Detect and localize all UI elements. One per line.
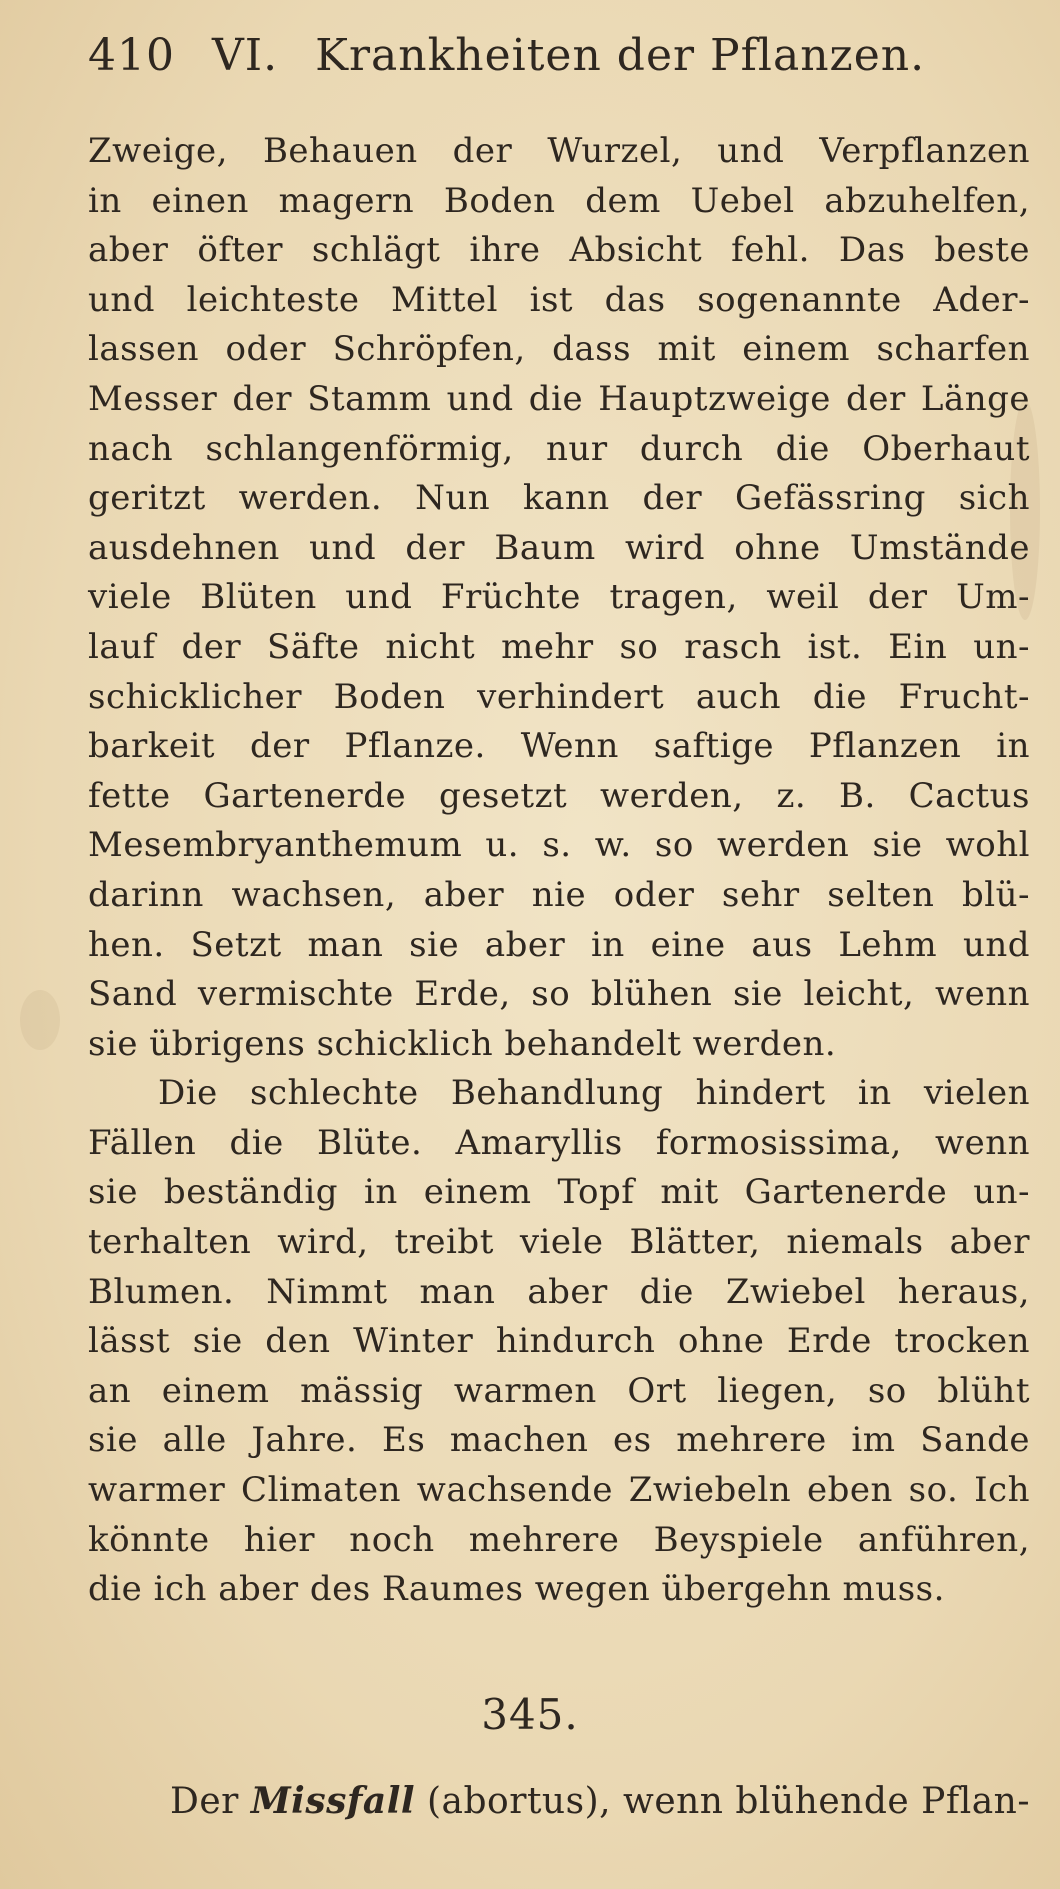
section-number: 345. <box>481 1690 579 1739</box>
paragraph-start-line: Die schlechte Behandlung hindert in vielen <box>158 1073 1030 1114</box>
text-line: aber öfter schlägt ihre Absicht fehl. Das beste <box>88 230 1030 271</box>
text-line: nach schlangenförmig, nur durch die Oberhaut <box>88 428 1030 469</box>
text-line: geritzt werden. Nun kann der Gefässring sich <box>88 478 1030 519</box>
body-text <box>88 127 1030 1615</box>
text-line: in einen magern Boden dem Uebel abzuhelfen, <box>88 180 1030 221</box>
text-line: sie übrigens schicklich behandelt werden. <box>88 1023 837 1064</box>
text-line: lassen oder Schröpfen, dass mit einem scharfen <box>88 329 1030 370</box>
text-line: Zweige, Behauen der Wurzel, und Verpflanzen <box>88 131 1030 171</box>
text-line: barkeit der Pflanze. Wenn saftige Pflanzen in <box>88 726 1030 767</box>
text-line: könnte hier noch mehrere Beyspiele anführen, <box>88 1519 1030 1560</box>
section-first-line <box>170 1780 1030 1822</box>
text-line: sie beständig in einem Topf mit Gartenerde un- <box>88 1172 1030 1213</box>
text-line: schicklicher Boden verhindert auch die Frucht- <box>88 676 1030 717</box>
text-line: Messer der Stamm und die Hauptzweige der Länge <box>88 378 1030 419</box>
text-line: hen. Setzt man sie aber in eine aus Lehm und <box>88 924 1030 965</box>
text-line: Fällen die Blüte. Amaryllis formosissima, wenn <box>88 1122 1030 1163</box>
text-line: die ich aber des Raumes wegen übergehn muss. <box>88 1569 945 1610</box>
chapter-number: VI. <box>211 30 279 81</box>
text-line: darinn wachsen, aber nie oder sehr selten blü- <box>88 874 1030 915</box>
text-line: warmer Climaten wachsende Zwiebeln eben so. Ich <box>88 1470 1030 1511</box>
text-line: Mesembryanthemum u. s. w. so werden sie wohl <box>88 825 1030 866</box>
line-prefix: Der <box>170 1781 251 1822</box>
chapter-title: Krankheiten der Pflanzen. <box>315 30 926 81</box>
emphasized-term: Missfall <box>250 1780 416 1822</box>
text-line: Sand vermischte Erde, so blühen sie leicht, wenn <box>88 974 1030 1015</box>
running-header <box>88 30 988 110</box>
line-suffix: (abortus), wenn blühende Pflan- <box>415 1781 1031 1822</box>
text-line: terhalten wird, treibt viele Blätter, niemals aber <box>88 1222 1030 1263</box>
page-number: 410 <box>88 30 175 81</box>
text-line: und leichteste Mittel ist das sogenannte Ader- <box>88 279 1030 320</box>
text-line: Blumen. Nimmt man aber die Zwiebel heraus, <box>88 1271 1030 1312</box>
paper-stain <box>20 990 60 1050</box>
text-line: sie alle Jahre. Es machen es mehrere im Sande <box>88 1420 1030 1461</box>
text-line: viele Blüten und Früchte tragen, weil der Um- <box>88 577 1030 618</box>
text-line: fette Gartenerde gesetzt werden, z. B. Cactus <box>88 775 1030 816</box>
text-line: lässt sie den Winter hindurch ohne Erde trocken <box>88 1321 1030 1362</box>
text-line: ausdehnen und der Baum wird ohne Umstände <box>88 527 1030 568</box>
text-line: an einem mässig warmen Ort liegen, so blüht <box>88 1370 1030 1411</box>
text-line: lauf der Säfte nicht mehr so rasch ist. Ein un- <box>88 626 1030 667</box>
